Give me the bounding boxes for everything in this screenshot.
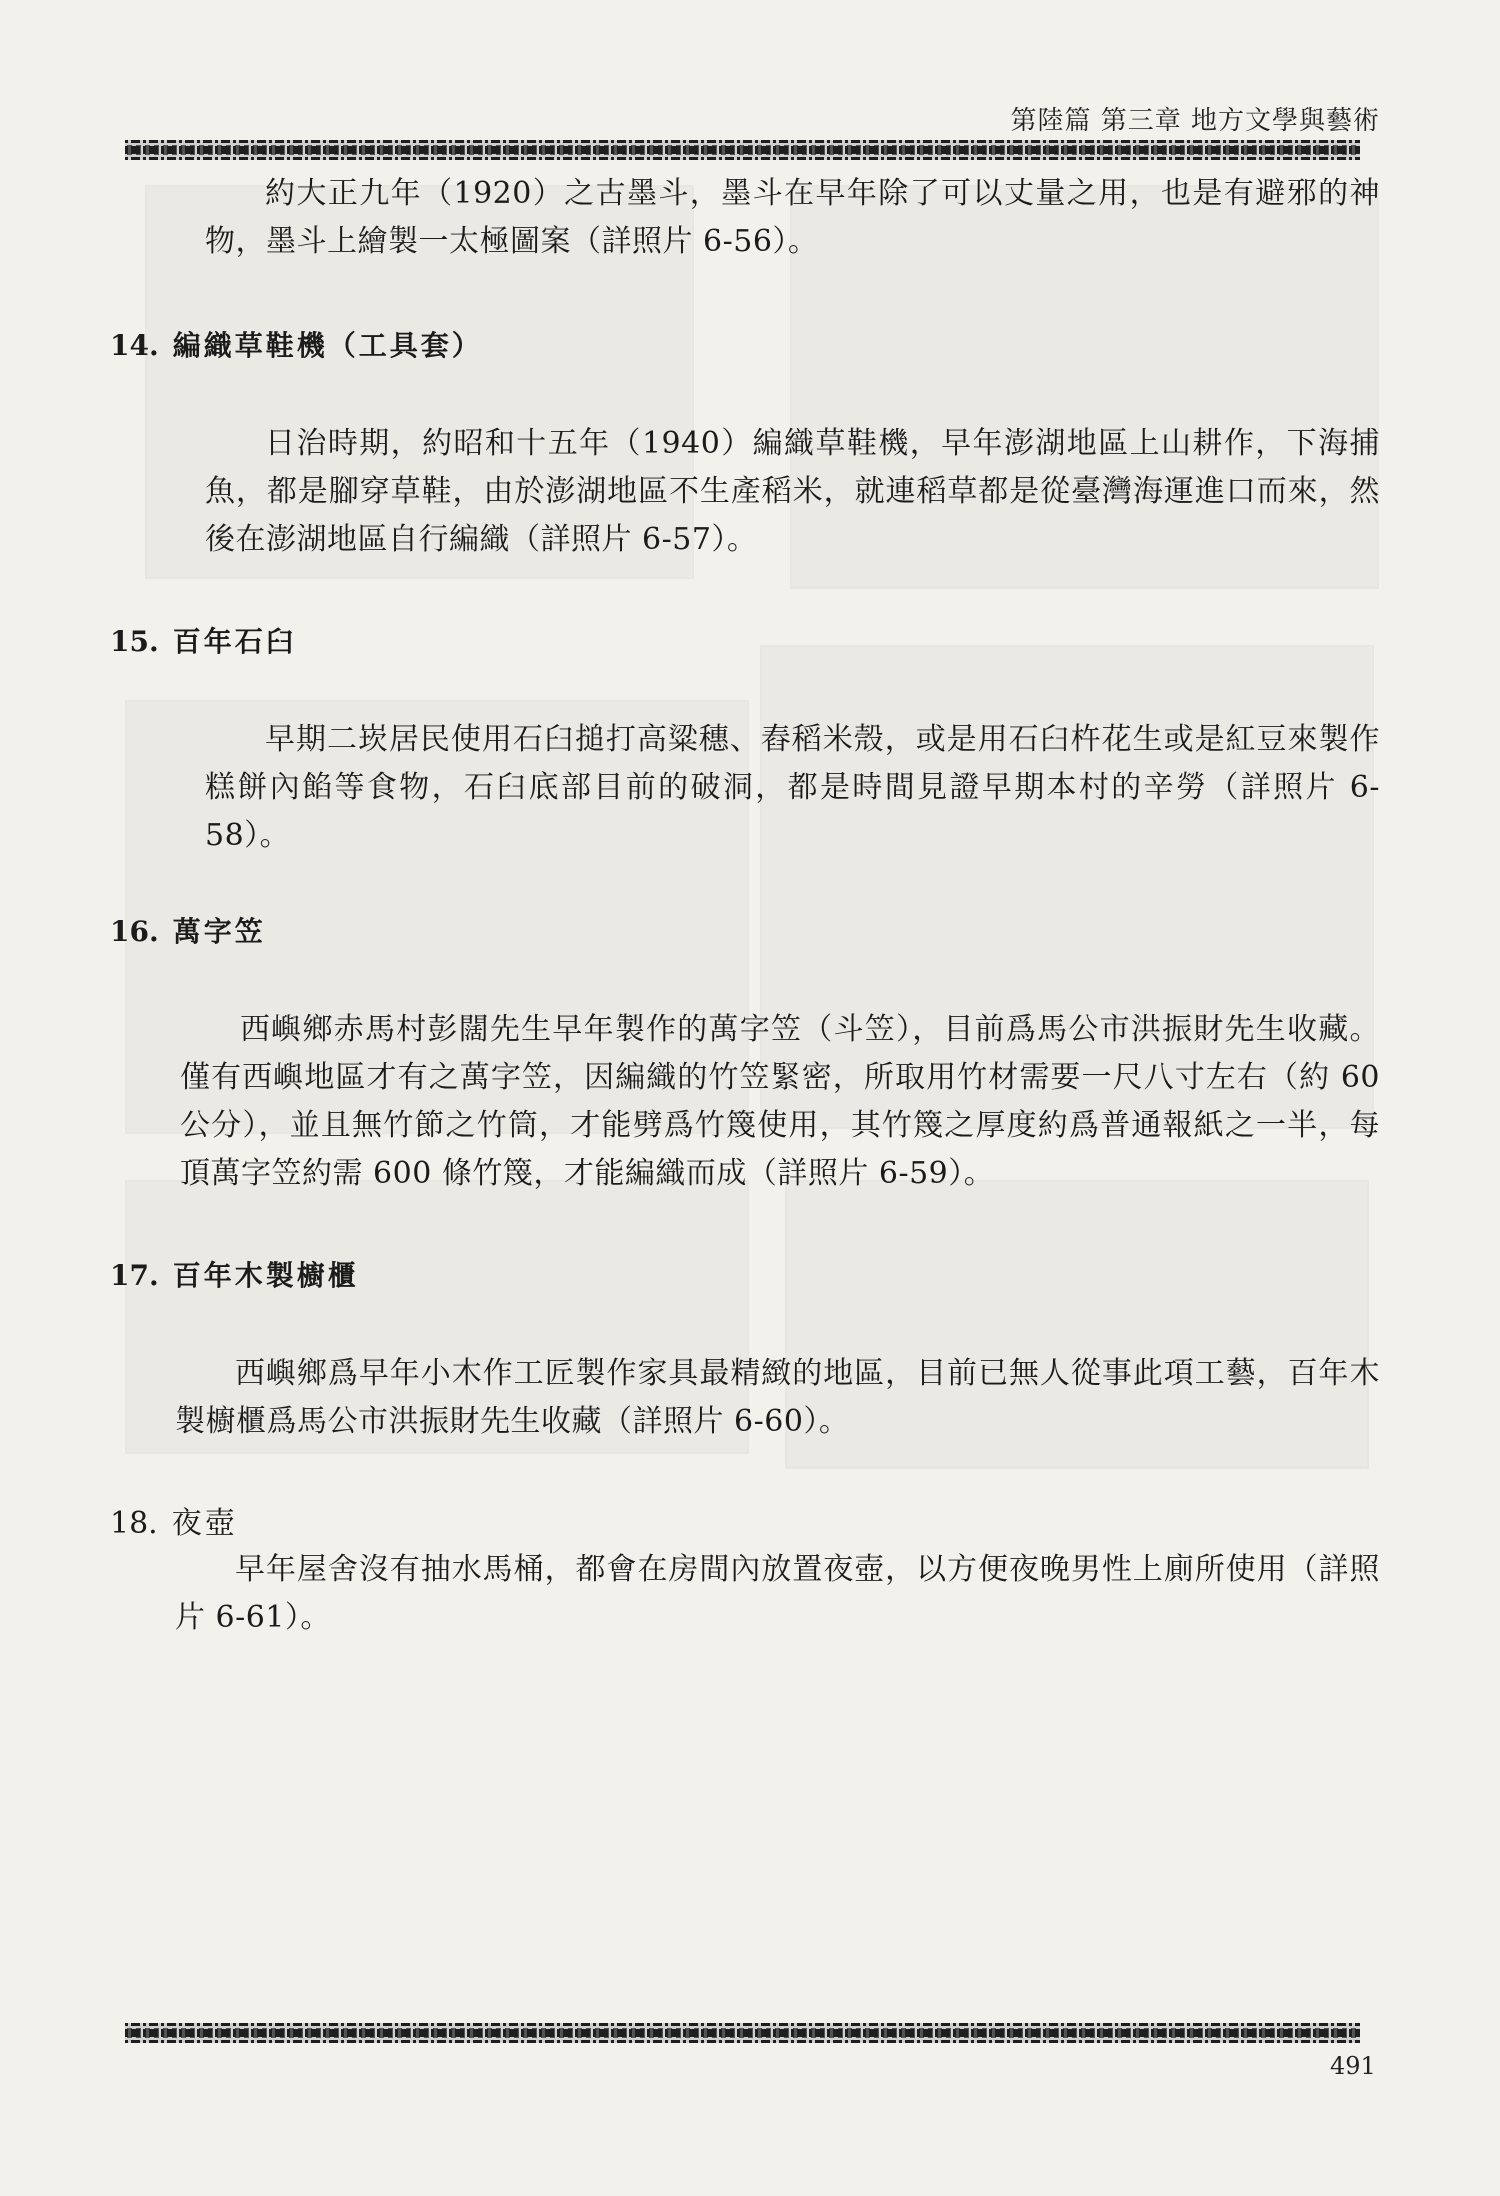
- top-border-ornament: [125, 140, 1360, 160]
- section-title: 夜壺: [171, 1506, 238, 1541]
- section-paragraph: 西嶼鄉爲早年小木作工匠製作家具最精緻的地區，目前已無人從事此項工藝，百年木製櫥櫃爲馬公市洪振財先生收藏（詳照片 6-60）。: [175, 1356, 1380, 1439]
- section-heading: [110, 1254, 1380, 1294]
- section-paragraph: 日治時期，約昭和十五年（1940）編織草鞋機，早年澎湖地區上山耕作，下海捕魚，都是腳穿草鞋，由於澎湖地區不生產稻米，就連稻草都是從臺灣海運進口而來，然後在澎湖地區自行編織（詳照片 6-57）。: [205, 426, 1380, 557]
- main-text: [110, 170, 1380, 1642]
- section-heading: [110, 324, 1380, 364]
- section-title: 百年石臼: [172, 625, 297, 658]
- section-title: 編織草鞋機（工具套）: [172, 329, 483, 362]
- intro-paragraph: 約大正九年（1920）之古墨斗，墨斗在早年除了可以丈量之用，也是有避邪的神物，墨斗上繪製一太極圖案（詳照片 6-56）。: [205, 176, 1380, 259]
- section-paragraph: 早期二崁居民使用石臼搥打高粱穗、舂稻米殼，或是用石臼杵花生或是紅豆來製作糕餅內餡等食物，石臼底部目前的破洞，都是時間見證早期本村的辛勞（詳照片 6-58）。: [205, 722, 1380, 853]
- section-heading: [110, 910, 1380, 950]
- section-number: 18.: [110, 1506, 158, 1541]
- section-number: 14.: [110, 329, 159, 362]
- section-number: 17.: [110, 1259, 159, 1292]
- section-paragraph: 西嶼鄉赤馬村彭闊先生早年製作的萬字笠（斗笠），目前爲馬公市洪振財先生收藏。僅有西嶼地區才有之萬字笠，因編織的竹笠緊密，所取用竹材需要一尺八寸左右（約 60 公分），並且無竹節之竹筒，才能劈爲竹篾使用，其竹篾之厚度約爲普通報紙之一半，每頂萬字笠約需 600 條竹篾，才能編織而成（詳照片 6-59）。: [180, 1012, 1380, 1191]
- section-paragraph: 早年屋舍沒有抽水馬桶，都會在房間內放置夜壺，以方便夜晚男性上廁所使用（詳照片 6-61）。: [175, 1552, 1380, 1635]
- section-number: 15.: [110, 625, 159, 658]
- section-number: 16.: [110, 915, 159, 948]
- section-heading: [110, 620, 1380, 660]
- section-title: 百年木製櫥櫃: [172, 1259, 359, 1292]
- section-heading: [110, 1498, 1380, 1542]
- page-number: 491: [1330, 2052, 1376, 2080]
- section-title: 萬字笠: [172, 915, 266, 948]
- running-head: 第陸篇 第三章 地方文學與藝術: [1010, 106, 1380, 136]
- bottom-border-ornament: [125, 2023, 1360, 2043]
